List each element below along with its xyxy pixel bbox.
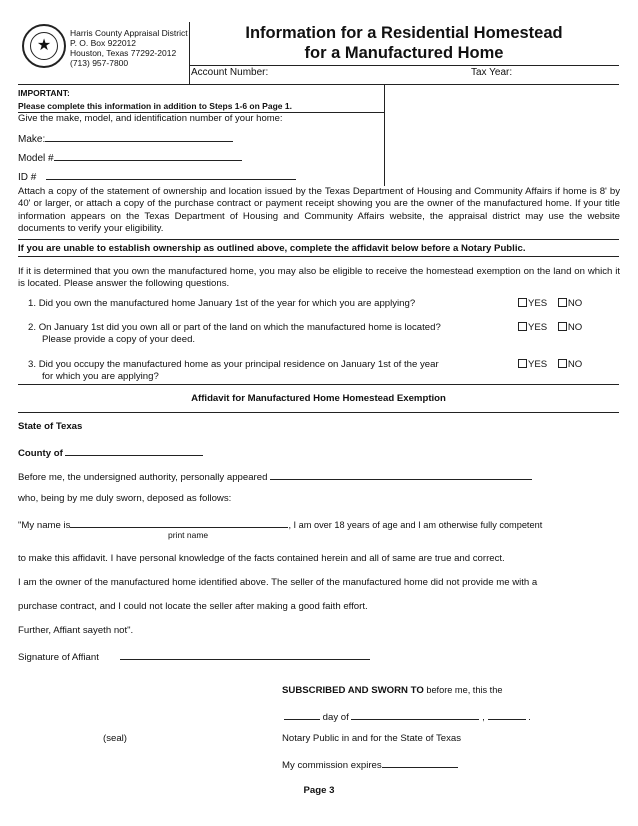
important-instruction: Please complete this information in addition to Steps 1-6 on Page 1.: [18, 101, 292, 111]
comma: ,: [482, 712, 485, 723]
account-number-label: Account Number:: [191, 67, 269, 78]
appraisal-district-seal: [22, 24, 66, 68]
model-label: Model #: [18, 153, 54, 164]
question-1: [28, 298, 415, 309]
affidavit-title: Affidavit for Manufactured Home Homestead Exemption: [191, 393, 446, 404]
title-line2: for a Manufactured Home: [304, 44, 504, 62]
q1-yes-no: [518, 298, 582, 309]
subscribed-text: [282, 685, 502, 696]
question-number: 2.: [28, 322, 37, 333]
give-make-model-text: Give the make, model, and identification number of your home:: [18, 113, 283, 124]
q3-no-checkbox[interactable]: NO: [558, 359, 582, 370]
question-3: [28, 359, 439, 383]
name-label: "My name is: [18, 520, 71, 531]
model-field[interactable]: [18, 150, 242, 164]
signature-label: Signature of Affiant: [18, 652, 99, 663]
org-address-line1: P. O. Box 922012: [70, 38, 137, 48]
commission-label: My commission expires: [282, 760, 382, 771]
tax-year-label: Tax Year:: [471, 67, 513, 78]
day-of-field[interactable]: [284, 709, 531, 723]
question-text: Did you occupy the manufactured home as your principal residence on January 1st of the year: [38, 359, 439, 370]
signature-field[interactable]: [18, 649, 370, 663]
sworn-text: who, being by me duly sworn, deposed as follows:: [18, 493, 232, 504]
subscribed-bold: SUBSCRIBED AND SWORN TO: [282, 685, 424, 696]
page-number: Page 3: [303, 785, 335, 796]
print-name-caption: print name: [168, 530, 209, 540]
title-line1: Information for a Residential Homestead: [245, 24, 563, 42]
star-icon: ★: [30, 32, 58, 60]
q1-no-checkbox[interactable]: NO: [558, 298, 582, 309]
state-label: State of Texas: [18, 421, 83, 432]
make-field[interactable]: [18, 131, 233, 145]
age-text: , I am over 18 years of age and I am otherwise fully competent: [288, 520, 543, 530]
name-field[interactable]: [18, 517, 542, 531]
id-label: ID #: [18, 172, 37, 183]
question-number: 1.: [28, 298, 37, 309]
page-title: [190, 23, 618, 63]
org-address-line2: Houston, Texas 77292-2012: [70, 48, 177, 58]
org-name: Harris County Appraisal District: [70, 28, 188, 38]
owner-text-line2: purchase contract, and I could not locate the seller after making a good faith effort.: [18, 601, 368, 612]
q3-yes-checkbox[interactable]: YES: [518, 359, 547, 370]
day-of-label: day of: [322, 712, 349, 723]
notary-public-text: Notary Public in and for the State of Texas: [282, 733, 462, 744]
knowledge-text: to make this affidavit. I have personal knowledge of the facts contained herein and all of same are true and correct.: [18, 553, 505, 564]
make-label: Make:: [18, 134, 46, 145]
further-text: Further, Affiant sayeth not".: [18, 625, 134, 636]
owner-text-line1: I am the owner of the manufactured home identified above. The seller of the manufactured home did not provide me with a: [18, 577, 538, 588]
affidavit-notice: If you are unable to establish ownership as outlined above, complete the affidavit below before a Notary Public.: [18, 243, 526, 254]
county-field[interactable]: [18, 445, 203, 459]
q2-yes-checkbox[interactable]: YES: [518, 322, 547, 333]
commission-field[interactable]: [282, 757, 458, 771]
appeared-field[interactable]: [18, 469, 532, 483]
question-text: On January 1st did you own all or part of the land on which the manufactured home is located?: [38, 322, 441, 333]
eligibility-paragraph: If it is determined that you own the manufactured home, you may also be eligible to receive the homestead exemption on the land on which it is located. Please answer the following questions.: [18, 266, 620, 290]
period: .: [528, 712, 531, 723]
county-label: County of: [18, 448, 63, 459]
question-text: Did you own the manufactured home January 1st of the year for which you are applying?: [38, 298, 416, 309]
question-2: [28, 322, 441, 346]
question-subtext: for which you are applying?: [42, 371, 159, 382]
id-field[interactable]: [18, 169, 296, 183]
q3-yes-no: [518, 359, 582, 370]
org-phone: (713) 957-7800: [70, 58, 129, 68]
seal-label: (seal): [103, 733, 127, 744]
important-heading: IMPORTANT:: [18, 88, 70, 98]
attach-documents-paragraph: Attach a copy of the statement of ownership and location issued by the Texas Department of Housing and Community Affairs if home is 8' by 40' or larger, or attach a copy of the purchase contract or payment receipt showing you are the owner of the manufactured home. If your title information appears on the Texas Department of Housing and Community Affairs website, the appraisal district may use the website documents to verify your eligibility.: [18, 186, 620, 234]
before-me-text: Before me, the undersigned authority, personally appeared: [18, 472, 268, 483]
q1-yes-checkbox[interactable]: YES: [518, 298, 547, 309]
org-address-block: [70, 28, 192, 68]
q2-no-checkbox[interactable]: NO: [558, 322, 582, 333]
question-subtext: Please provide a copy of your deed.: [42, 334, 196, 345]
question-number: 3.: [28, 359, 37, 370]
subscribed-rest: before me, this the: [423, 685, 503, 695]
q2-yes-no: [518, 322, 582, 333]
